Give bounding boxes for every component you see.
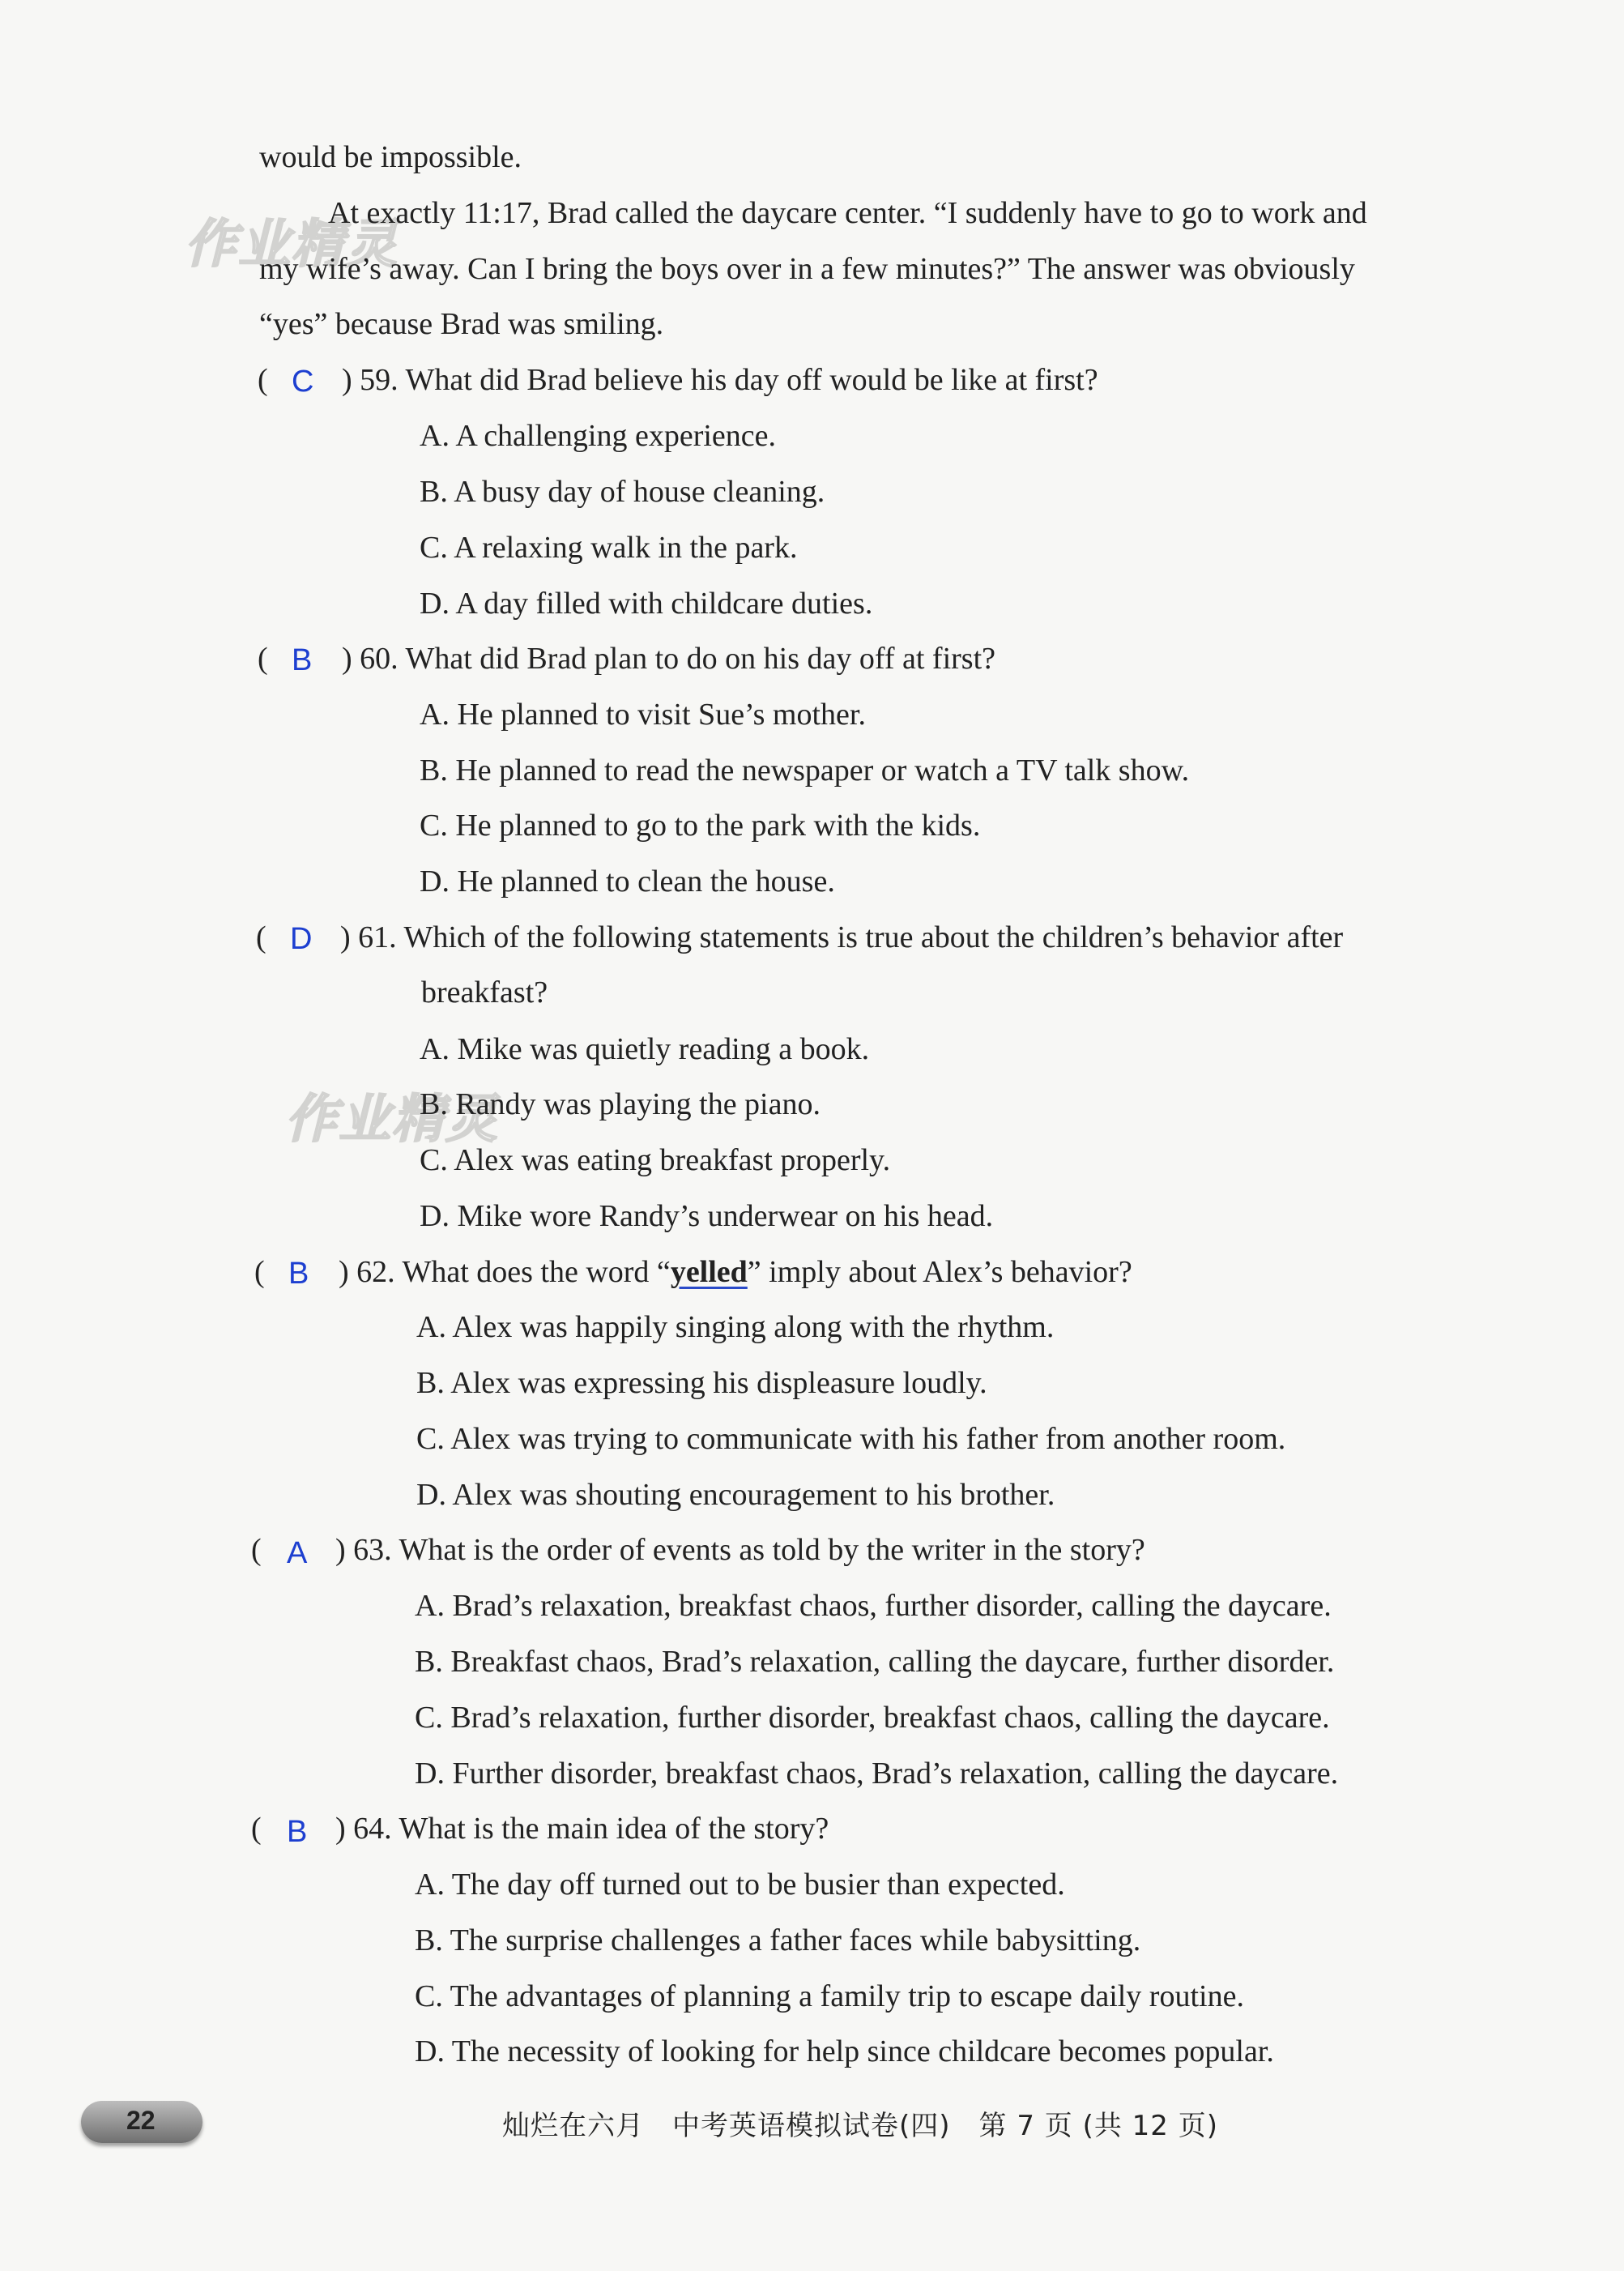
question-59-text: ) 59. What did Brad believe his day off would be like at first? xyxy=(342,363,1098,397)
option-64-b: B. The surprise challenges a father faces while babysitting. xyxy=(415,1923,1141,1957)
option-62-d: D. Alex was shouting encouragement to his brother. xyxy=(416,1478,1055,1512)
question-60 xyxy=(258,641,995,677)
paren-open: ( xyxy=(256,920,266,954)
option-64-a: A. The day off turned out to be busier than expected. xyxy=(415,1868,1065,1902)
option-63-c: C. Brad’s relaxation, further disorder, breakfast chaos, calling the daycare. xyxy=(415,1701,1330,1735)
option-62-a: A. Alex was happily singing along with the rhythm. xyxy=(416,1310,1055,1344)
paren-open: ( xyxy=(258,642,268,676)
option-64-d: D. The necessity of looking for help since childcare becomes popular. xyxy=(415,2034,1274,2068)
question-60-text: ) 60. What did Brad plan to do on his day off at first? xyxy=(342,642,995,676)
question-61 xyxy=(256,920,1344,956)
passage-line-3: my wife’s away. Can I bring the boys over in a few minutes?” The answer was obviously xyxy=(259,252,1355,286)
question-61-text: ) 61. Which of the following statements is true about the children’s behavior after xyxy=(340,920,1344,954)
option-60-b: B. He planned to read the newspaper or watch a TV talk show. xyxy=(420,753,1190,788)
question-64-text: ) 64. What is the main idea of the story? xyxy=(335,1812,829,1846)
passage-line-1: would be impossible. xyxy=(259,140,522,174)
question-59 xyxy=(258,362,1098,399)
paren-open: ( xyxy=(251,1533,262,1567)
option-59-a: A. A challenging experience. xyxy=(420,419,777,453)
answer-61: D xyxy=(290,922,313,956)
option-60-a: A. He planned to visit Sue’s mother. xyxy=(420,698,866,732)
option-59-d: D. A day filled with childcare duties. xyxy=(420,587,873,621)
option-64-c: C. The advantages of planning a family trip to escape daily routine. xyxy=(415,1979,1244,2013)
option-61-c: C. Alex was eating breakfast properly. xyxy=(420,1143,891,1177)
question-62-text-pre: ) 62. What does the word “ xyxy=(339,1255,671,1289)
option-62-b: B. Alex was expressing his displeasure loudly. xyxy=(416,1366,987,1400)
answer-62: B xyxy=(288,1257,309,1291)
question-62-text xyxy=(339,1254,1132,1290)
page-number-badge xyxy=(81,2101,202,2143)
question-63-text: ) 63. What is the order of events as told by the writer in the story? xyxy=(335,1533,1145,1567)
option-60-d: D. He planned to clean the house. xyxy=(420,864,835,899)
keyword-yelled: yelled xyxy=(670,1255,748,1289)
watermark-middle: 作业精灵 xyxy=(285,1090,499,1150)
answer-63: A xyxy=(287,1536,308,1570)
option-63-b: B. Breakfast chaos, Brad’s relaxation, calling the daycare, further disorder. xyxy=(415,1645,1335,1679)
option-59-c: C. A relaxing walk in the park. xyxy=(420,531,798,565)
option-63-d: D. Further disorder, breakfast chaos, Brad’s relaxation, calling the daycare. xyxy=(415,1757,1339,1791)
question-61-continuation: breakfast? xyxy=(421,975,548,1010)
paren-open: ( xyxy=(254,1255,265,1289)
answer-60: B xyxy=(292,643,313,677)
option-62-c: C. Alex was trying to communicate with his father from another room. xyxy=(416,1422,1286,1456)
passage-line-4: “yes” because Brad was smiling. xyxy=(259,307,664,341)
passage-line-2: At exactly 11:17, Brad called the daycare center. “I suddenly have to go to work and xyxy=(328,196,1367,230)
question-63 xyxy=(251,1532,1145,1570)
question-62 xyxy=(254,1254,1132,1291)
question-64 xyxy=(251,1811,829,1849)
page-number: 22 xyxy=(126,2106,156,2135)
option-59-b: B. A busy day of house cleaning. xyxy=(420,475,825,509)
watermark-top: 作业精灵 xyxy=(185,215,399,275)
answer-59: C xyxy=(292,365,314,399)
option-61-d: D. Mike wore Randy’s underwear on his head. xyxy=(420,1199,994,1233)
option-61-b: B. Randy was playing the piano. xyxy=(420,1087,821,1121)
option-63-a: A. Brad’s relaxation, breakfast chaos, further disorder, calling the daycare. xyxy=(415,1589,1332,1623)
answer-64: B xyxy=(287,1815,308,1849)
paren-open: ( xyxy=(258,363,268,397)
question-62-text-post: ” imply about Alex’s behavior? xyxy=(747,1255,1132,1289)
option-61-a: A. Mike was quietly reading a book. xyxy=(420,1032,870,1066)
option-60-c: C. He planned to go to the park with the kids. xyxy=(420,809,981,843)
page-footer: 灿烂在六月 中考英语模拟试卷(四) 第 7 页 (共 12 页) xyxy=(502,2110,1218,2142)
paren-open: ( xyxy=(251,1812,262,1846)
